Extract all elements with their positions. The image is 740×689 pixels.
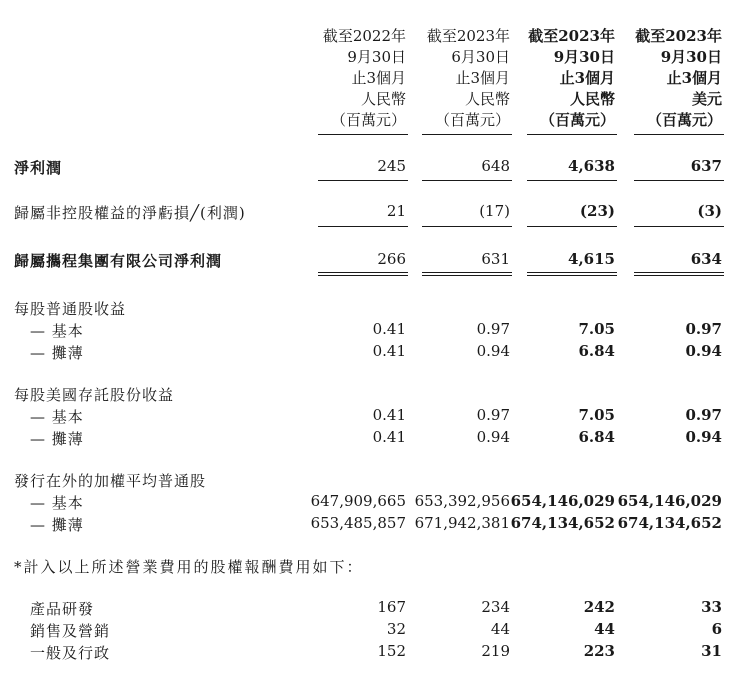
- header-line: （百萬元）: [434, 111, 510, 129]
- cell-value: 152: [377, 642, 406, 660]
- cell-value: 234: [481, 598, 510, 616]
- cell-value: 44: [490, 620, 510, 638]
- cell-value: 653,392,956: [414, 492, 510, 510]
- subtotal-rule: [318, 180, 408, 181]
- footnote: *計入以上所述營業費用的股權報酬費用如下：: [14, 558, 364, 576]
- cell-value: 219: [481, 642, 510, 660]
- table-row-eps-basic: [0, 320, 740, 342]
- cell-value: 6.84: [578, 428, 615, 446]
- subtotal-rule: [318, 226, 408, 227]
- total-double-rule: [527, 275, 617, 276]
- subtotal-rule: [527, 226, 617, 227]
- row-label: — 基本: [30, 494, 84, 512]
- column-header-2023-q2: [410, 26, 510, 131]
- row-label: 產品研發: [30, 600, 95, 618]
- cell-value: 4,615: [568, 250, 615, 268]
- section-heading-weighted-shares: [0, 470, 740, 492]
- cell-value: (3): [697, 202, 722, 220]
- table-row-ads-eps-diluted: [0, 428, 740, 450]
- table-row-eps-diluted: [0, 342, 740, 364]
- section-heading-ads-eps: [0, 384, 740, 406]
- header-underline: [422, 134, 512, 135]
- header-line: 截至2023年: [635, 27, 722, 45]
- header-line: （百萬元）: [646, 111, 722, 129]
- cell-value: 0.97: [476, 406, 510, 424]
- header-underline: [318, 134, 408, 135]
- subtotal-rule: [634, 180, 724, 181]
- total-double-rule: [318, 272, 408, 273]
- cell-value: 0.41: [372, 428, 406, 446]
- row-label: 銷售及營銷: [30, 622, 111, 640]
- cell-value: 0.97: [685, 406, 722, 424]
- header-line: 9月30日: [660, 48, 722, 66]
- section-heading-eps: [0, 298, 740, 320]
- cell-value: 242: [583, 598, 615, 616]
- total-double-rule: [634, 275, 724, 276]
- cell-value: 0.41: [372, 320, 406, 338]
- header-line: 9月30日: [553, 48, 615, 66]
- table-row-general-admin: [0, 642, 740, 664]
- cell-value: 6: [711, 620, 722, 638]
- cell-value: 674,134,652: [617, 514, 722, 532]
- cell-value: 0.94: [685, 342, 722, 360]
- header-line: （百萬元）: [330, 111, 406, 129]
- header-line: （百萬元）: [539, 111, 615, 129]
- total-double-rule: [422, 272, 512, 273]
- header-line: 9月30日: [347, 48, 406, 66]
- cell-value: (23): [579, 202, 615, 220]
- cell-value: 4,638: [568, 157, 615, 175]
- total-double-rule: [634, 272, 724, 273]
- header-line: 6月30日: [451, 48, 510, 66]
- cell-value: 167: [377, 598, 406, 616]
- header-line: 止3個月: [559, 69, 615, 87]
- header-line: 截至2023年: [426, 27, 510, 45]
- cell-value: 654,146,029: [617, 492, 722, 510]
- row-label: 每股美國存託股份收益: [14, 386, 175, 404]
- cell-value: 631: [481, 250, 510, 268]
- cell-value: 0.41: [372, 406, 406, 424]
- row-label: — 攤薄: [30, 430, 84, 448]
- cell-value: 245: [377, 157, 406, 175]
- subtotal-rule: [634, 226, 724, 227]
- total-double-rule: [318, 275, 408, 276]
- header-line: 人民幣: [360, 90, 406, 108]
- cell-value: 637: [690, 157, 722, 175]
- cell-value: 223: [583, 642, 615, 660]
- table-row-shares-basic: [0, 492, 740, 514]
- subtotal-rule: [422, 226, 512, 227]
- header-line: 止3個月: [351, 69, 406, 87]
- cell-value: 674,134,652: [510, 514, 615, 532]
- row-label: 歸屬非控股權益的淨虧損╱(利潤): [14, 204, 246, 222]
- header-underline: [634, 134, 724, 135]
- table-row-ads-eps-basic: [0, 406, 740, 428]
- cell-value: 0.94: [476, 342, 510, 360]
- header-line: 截至2023年: [528, 27, 615, 45]
- total-double-rule: [527, 272, 617, 273]
- cell-value: 0.97: [476, 320, 510, 338]
- row-label: 每股普通股收益: [14, 300, 127, 318]
- header-line: 止3個月: [666, 69, 722, 87]
- table-row-attributable-profit: [0, 250, 740, 272]
- cell-value: 647,909,665: [310, 492, 406, 510]
- cell-value: 671,942,381: [414, 514, 510, 532]
- cell-value: 0.94: [685, 428, 722, 446]
- row-label: 一般及行政: [30, 644, 111, 662]
- row-label: — 攤薄: [30, 344, 84, 362]
- cell-value: 44: [594, 620, 615, 638]
- row-label: — 基本: [30, 322, 84, 340]
- cell-value: 654,146,029: [510, 492, 615, 510]
- subtotal-rule: [422, 180, 512, 181]
- table-row-noncontrolling: [0, 202, 740, 224]
- table-row-sales-marketing: [0, 620, 740, 642]
- cell-value: 0.41: [372, 342, 406, 360]
- cell-value: 0.94: [476, 428, 510, 446]
- cell-value: 31: [701, 642, 722, 660]
- cell-value: 0.97: [685, 320, 722, 338]
- column-header-2023-q3-rmb: [515, 26, 615, 131]
- cell-value: 648: [481, 157, 510, 175]
- cell-value: 266: [377, 250, 406, 268]
- table-row-net-profit: [0, 157, 740, 179]
- cell-value: 653,485,857: [310, 514, 406, 532]
- cell-value: 7.05: [578, 406, 615, 424]
- header-line: 美元: [691, 90, 722, 108]
- cell-value: 634: [690, 250, 722, 268]
- cell-value: 6.84: [578, 342, 615, 360]
- row-label: 淨利潤: [14, 159, 63, 177]
- subtotal-rule: [527, 180, 617, 181]
- column-header-2023-q3-usd: [622, 26, 722, 131]
- header-line: 截至2022年: [322, 27, 406, 45]
- cell-value: 7.05: [578, 320, 615, 338]
- cell-value: (17): [479, 202, 510, 220]
- header-underline: [527, 134, 617, 135]
- total-double-rule: [422, 275, 512, 276]
- cell-value: 32: [386, 620, 406, 638]
- row-label: — 攤薄: [30, 516, 84, 534]
- row-label: — 基本: [30, 408, 84, 426]
- header-line: 止3個月: [455, 69, 510, 87]
- table-row-shares-diluted: [0, 514, 740, 536]
- cell-value: 21: [386, 202, 406, 220]
- row-label: 歸屬攜程集團有限公司淨利潤: [14, 252, 223, 270]
- cell-value: 33: [701, 598, 722, 616]
- row-label: 發行在外的加權平均普通股: [14, 472, 207, 490]
- header-line: 人民幣: [569, 90, 615, 108]
- header-line: 人民幣: [464, 90, 510, 108]
- table-row-rnd: [0, 598, 740, 620]
- column-header-2022-q3: [306, 26, 406, 131]
